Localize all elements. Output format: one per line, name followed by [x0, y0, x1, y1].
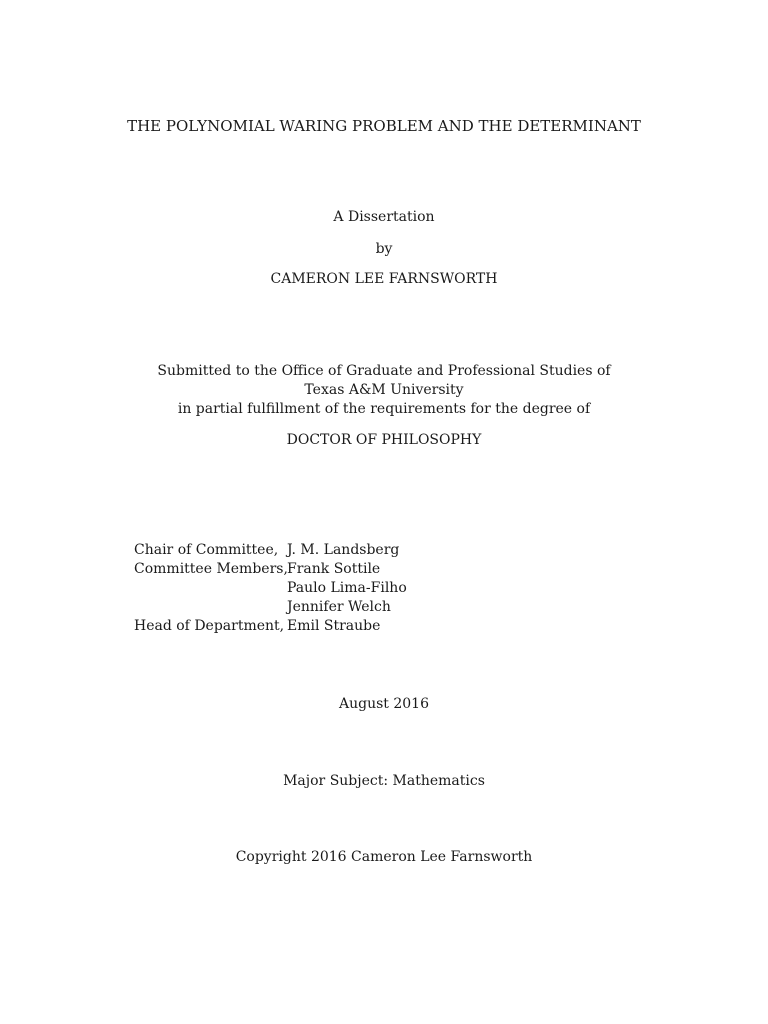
committee-member-name: Frank Sottile: [287, 561, 381, 577]
by-label: by: [375, 241, 393, 257]
committee-role: Chair of Committee,: [134, 542, 279, 558]
committee-row: [134, 541, 407, 560]
document-type: A Dissertation: [333, 209, 435, 225]
committee-list: [134, 541, 407, 636]
degree-name: DOCTOR OF PHILOSOPHY: [286, 432, 482, 448]
submission-date: August 2016: [339, 696, 429, 712]
author-name: CAMERON LEE FARNSWORTH: [270, 271, 498, 287]
committee-member-name: Emil Straube: [287, 618, 381, 634]
committee-row: [134, 617, 407, 636]
submission-line-3: in partial fulfillment of the requirements for the degree of: [177, 401, 591, 417]
copyright-notice: Copyright 2016 Cameron Lee Farnsworth: [235, 849, 533, 865]
committee-role: Head of Department,: [134, 618, 285, 634]
submission-line-1: Submitted to the Office of Graduate and Professional Studies of: [157, 363, 611, 379]
committee-member-name: Jennifer Welch: [287, 599, 391, 615]
committee-member-name: Paulo Lima-Filho: [287, 580, 407, 596]
committee-member-name: J. M. Landsberg: [287, 542, 400, 558]
committee-role: Committee Members,: [134, 561, 288, 577]
dissertation-title: THE POLYNOMIAL WARING PROBLEM AND THE DETERMINANT: [127, 117, 641, 135]
committee-row: [134, 560, 407, 579]
committee-role: [134, 598, 287, 617]
committee-role: [134, 579, 287, 598]
major-subject: Major Subject: Mathematics: [283, 773, 485, 789]
committee-row: [134, 598, 407, 617]
committee-row: [134, 579, 407, 598]
submission-line-2: Texas A&M University: [304, 382, 464, 398]
